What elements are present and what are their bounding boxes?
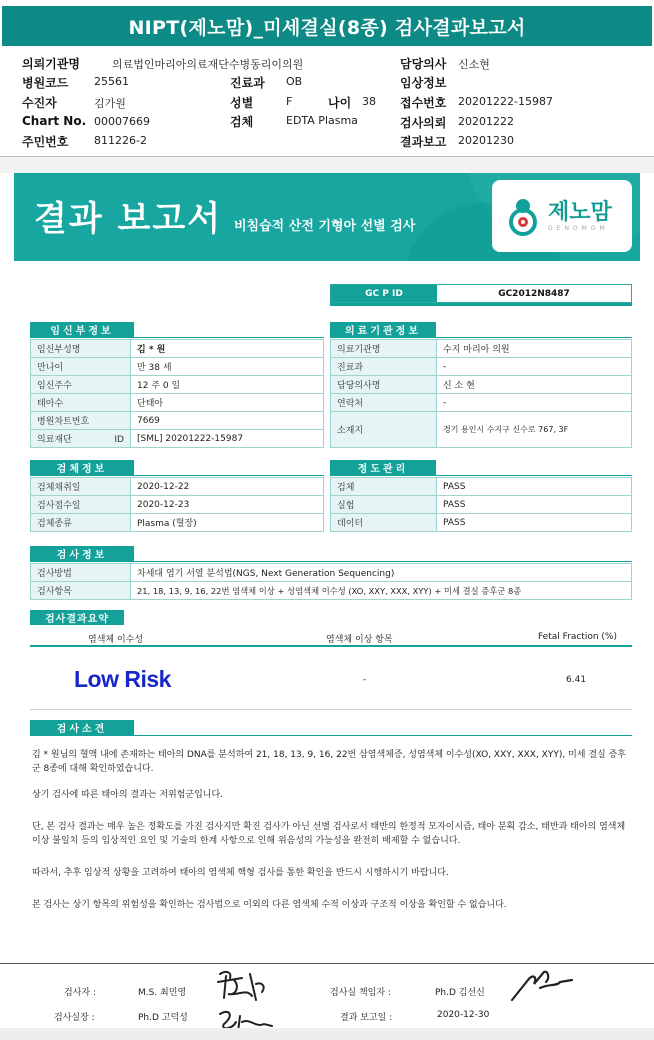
cell-key: 데이터 (331, 514, 437, 532)
table-row (31, 430, 324, 448)
comment-paragraph: 김 * 원님의 혈액 내에 존재하는 태아의 DNA를 분석하여 21, 18, 13, 9, 16, 22번 삼염색체증, 성염색체 이수성(XO, XXY, XXX, XYY), 미세 결실 증후군 8종에 대해 확인하였습니다. (32, 750, 626, 774)
cell-key: 검사접수일 (31, 496, 131, 514)
request-value: 20201222 (458, 115, 514, 128)
table-row (331, 358, 632, 376)
tester-name: M.S. 최민영 (138, 988, 187, 998)
final-report-date: 2020-12-30 (437, 1010, 490, 1020)
tester-label: 검사자 : (64, 988, 96, 998)
cell-key: 만나이 (31, 358, 131, 376)
doctor-value: 신소현 (458, 58, 490, 71)
institution-value: 의료법인마리아의료재단수병동리이의원 (112, 58, 304, 71)
result-banner (14, 173, 640, 261)
cell-key: 병원차트번호 (31, 412, 131, 430)
hospital-code-label: 병원코드 (22, 76, 69, 90)
cell-value: 단태아 (131, 394, 324, 412)
patient-value: 김가원 (94, 97, 126, 110)
qc-table (330, 477, 632, 532)
cell-value: 만 38 세 (131, 358, 324, 376)
cell-value: 2020-12-23 (131, 496, 324, 514)
section-specimen-info: 검체정보 (30, 460, 134, 475)
cell-key: 태아수 (31, 394, 131, 412)
summary-col-aneuploidy: 염색체 이수성 (88, 635, 144, 645)
tester-signature (212, 966, 272, 1006)
age-value: 38 (362, 95, 376, 108)
cell-value: 21, 18, 13, 9, 16, 22번 염색체 이상 + 성염색체 이수성 (XO, XXY, XXX, XYY) + 미세 결실 증후군 8종 (131, 582, 632, 600)
cell-key: 진료과 (331, 358, 437, 376)
lab-head-label: 검사실장 : (54, 1013, 95, 1023)
signature-divider (0, 963, 654, 964)
specimen-label: 검체 (230, 115, 254, 129)
table-row (331, 514, 632, 532)
cell-key: 검체종류 (31, 514, 131, 532)
cell-value: PASS (437, 496, 632, 514)
bottom-band (0, 1028, 654, 1040)
final-report-date-label: 결과 보고일 : (340, 1013, 393, 1023)
receipt-label: 접수번호 (400, 96, 447, 110)
comment-paragraph: 본 검사는 상기 항목의 위험성을 확인하는 검사법으로 이외의 다른 염색체 수적 이상과 구조적 이상을 확인할 수 없습니다. (32, 900, 507, 910)
gc-pid-underline (330, 303, 632, 306)
clinical-label: 임상정보 (400, 76, 447, 90)
table-row (31, 478, 324, 496)
cell-key: 임신부성명 (31, 340, 131, 358)
section-line (330, 475, 632, 476)
gc-pid-label: GC P ID (331, 285, 437, 302)
table-row (331, 478, 632, 496)
cell-value: 7669 (131, 412, 324, 430)
cell-value: PASS (437, 514, 632, 532)
section-line (30, 735, 632, 736)
table-row (31, 376, 324, 394)
table-row (31, 514, 324, 532)
responsible-label: 검사실 책임자 : (330, 988, 391, 998)
section-summary: 검사결과요약 (30, 610, 124, 625)
patient-info-table (30, 339, 324, 448)
comment-paragraph: 따라서, 추후 임상적 상황을 고려하여 태아의 염색체 핵형 검사를 통한 확인을 반드시 시행하시기 바랍니다. (32, 868, 449, 878)
cell-value: PASS (437, 478, 632, 496)
table-row (331, 412, 632, 448)
genomom-logo (492, 180, 632, 252)
resident-value: 811226-2 (94, 134, 147, 147)
cell-value: 수지 마리아 의원 (437, 340, 632, 358)
cell-value: - (437, 394, 632, 412)
logo-english: GENOMOM (548, 224, 609, 232)
institution-info-table (330, 339, 632, 448)
cell-key: 임신주수 (31, 376, 131, 394)
banner-title: 결과 보고서 (34, 199, 223, 239)
summary-row (30, 650, 632, 710)
test-info-table (30, 563, 632, 600)
summary-col-fetal-fraction: Fetal Fraction (%) (538, 632, 617, 642)
cell-key: 담당의사명 (331, 376, 437, 394)
section-line (30, 561, 632, 562)
table-row (31, 582, 632, 600)
report-date-value: 20201230 (458, 134, 514, 147)
chart-value: 00007669 (94, 115, 150, 128)
specimen-value: EDTA Plasma (286, 114, 358, 127)
cell-value: 12 주 0 일 (131, 376, 324, 394)
risk-result: Low Risk (74, 666, 171, 692)
sex-value: F (286, 95, 293, 108)
cell-key: 실험 (331, 496, 437, 514)
cell-key: 연락처 (331, 394, 437, 412)
cell-key: 의료재단 ID (31, 430, 131, 448)
table-row (31, 412, 324, 430)
comments-body (32, 748, 632, 924)
responsible-signature (506, 966, 576, 1006)
cell-key: 검체채취일 (31, 478, 131, 496)
cell-key: 검체 (331, 478, 437, 496)
dept-value: OB (286, 75, 303, 88)
section-test-info: 검사정보 (30, 546, 134, 561)
summary-header (30, 627, 632, 647)
table-row (331, 376, 632, 394)
gc-pid-value: GC2012N8487 (498, 288, 570, 299)
cell-value: 신 소 현 (437, 376, 632, 394)
table-row (31, 496, 324, 514)
cell-value: - (437, 358, 632, 376)
logo-korean: 제노맘 (548, 199, 612, 225)
cell-value: 김 * 원 (131, 340, 324, 358)
table-row (31, 394, 324, 412)
table-row (31, 358, 324, 376)
gc-pid (330, 284, 632, 303)
table-row (331, 496, 632, 514)
cell-value: 차세대 염기 서열 분석법(NGS, Next Generation Sequencing) (131, 564, 632, 582)
patient-label: 수진자 (22, 96, 57, 110)
report-date-label: 결과보고 (400, 135, 447, 149)
section-institution-info: 의료기관정보 (330, 322, 436, 337)
cell-key: 의료기관명 (331, 340, 437, 358)
specimen-info-table (30, 477, 324, 532)
page-gap (0, 157, 654, 173)
summary-col-abnormal: 염색체 이상 항목 (326, 635, 393, 645)
section-line (330, 337, 632, 338)
cell-key: 소재지 (331, 412, 437, 448)
chart-label: Chart No. (22, 114, 87, 128)
dept-label: 진료과 (230, 76, 265, 90)
hospital-code-value: 25561 (94, 75, 129, 88)
table-row (331, 340, 632, 358)
cell-value: 경기 용인시 수지구 신수로 767, 3F (437, 412, 632, 448)
resident-label: 주민번호 (22, 135, 69, 149)
institution-label: 의뢰기관명 (22, 57, 80, 71)
genomom-logo-icon (506, 196, 540, 236)
age-label: 나이 (328, 96, 352, 110)
abnormal-value: - (363, 675, 367, 685)
table-row (31, 340, 324, 358)
receipt-value: 20201222-15987 (458, 95, 553, 108)
section-comments: 검사소견 (30, 720, 134, 735)
cell-value: [SML] 20201222-15987 (131, 430, 324, 448)
fetal-fraction-value: 6.41 (566, 675, 587, 685)
report-title: NIPT(제노맘)_미세결실(8종) 검사결과보고서 (2, 6, 652, 46)
cell-value: 2020-12-22 (131, 478, 324, 496)
responsible-name: Ph.D 김선신 (435, 988, 485, 998)
cell-key: 검사항목 (31, 582, 131, 600)
comment-paragraph: 단, 본 검사 결과는 매우 높은 정확도를 가진 검사지만 확진 검사가 아닌 선별 검사로서 태반의 한정적 모자이시즘, 태아 분획 감소, 태반과 태아의 염색체 이상 불일치 등의 임상적인 요인 및 기술의 한계 사항으로 인해 위음성의 가능성을 완전히 배제할 수 없습니다. (32, 822, 626, 846)
section-patient-info: 임신부정보 (30, 322, 134, 337)
banner-subtitle: 비침습적 산전 기형아 선별 검사 (234, 219, 416, 234)
section-line (30, 475, 324, 476)
table-row (331, 394, 632, 412)
table-row (31, 564, 632, 582)
comment-paragraph: 상기 검사에 따른 태아의 결과는 저위험군입니다. (32, 790, 224, 800)
section-line (30, 337, 324, 338)
cell-key: 검사방법 (31, 564, 131, 582)
sex-label: 성별 (230, 96, 254, 110)
request-label: 검사의뢰 (400, 116, 447, 130)
lab-head-name: Ph.D 고덕성 (138, 1013, 188, 1023)
section-qc: 정도관리 (330, 460, 436, 475)
doctor-label: 담당의사 (400, 57, 447, 71)
cell-value: Plasma (혈장) (131, 514, 324, 532)
